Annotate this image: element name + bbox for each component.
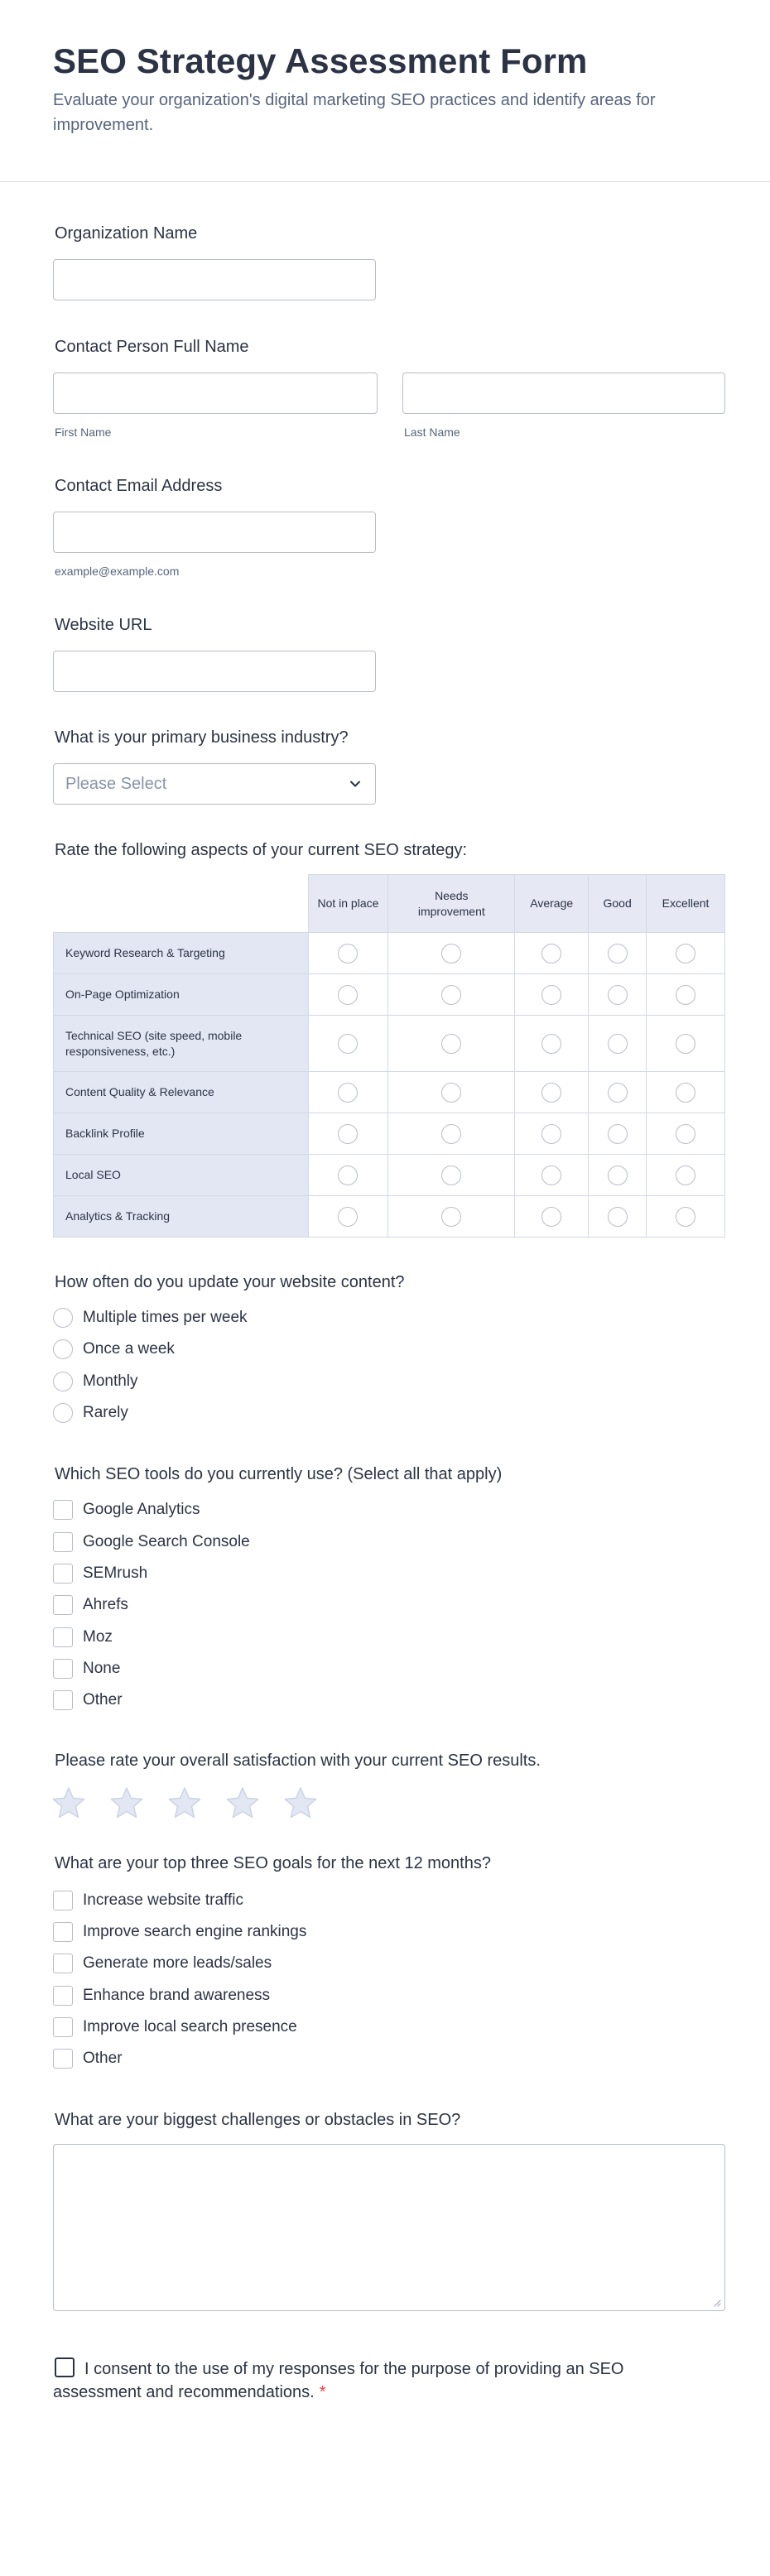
checkbox[interactable] [53,2017,73,2037]
matrix-radio[interactable] [338,985,358,1005]
checkbox[interactable] [53,1627,73,1647]
goals-option[interactable] [53,1984,270,2007]
matrix-row [54,1196,725,1238]
star-icon[interactable] [283,1786,318,1819]
option-label: SEMrush [83,1564,148,1582]
tools-option[interactable] [53,1657,120,1680]
star-icon[interactable] [109,1786,144,1819]
form-subtitle: Evaluate your organization's digital marketing SEO practices and identify areas for improvement. [53,91,656,134]
org-name-label: Organization Name [55,224,198,243]
matrix-radio[interactable] [541,1165,561,1185]
goals-option[interactable] [53,1952,272,1975]
matrix-radio[interactable] [676,1124,695,1144]
challenges-textarea[interactable] [53,2144,725,2311]
form-title: SEO Strategy Assessment Form [53,41,588,80]
tools-option[interactable] [53,1498,200,1521]
update-frequency-option[interactable] [53,1306,248,1329]
matrix-radio[interactable] [541,944,561,964]
email-label: Contact Email Address [55,477,223,495]
matrix-col-header: Not in place [308,875,388,933]
industry-label: What is your primary business industry? [55,728,349,747]
option-label: Generate more leads/sales [83,1954,272,1972]
radio-button[interactable] [53,1372,73,1391]
matrix-radio[interactable] [338,1124,358,1144]
matrix-col-header: Average [515,875,589,933]
matrix-radio[interactable] [608,1165,628,1185]
matrix-radio[interactable] [608,1124,628,1144]
consent-checkbox[interactable] [55,2357,75,2377]
matrix-row [54,1155,725,1196]
matrix-radio[interactable] [608,1207,628,1227]
checkbox[interactable] [53,1532,73,1552]
option-label: Improve local search presence [83,2018,297,2035]
matrix-radio[interactable] [441,1207,461,1227]
tools-option[interactable] [53,1626,113,1649]
matrix-row [54,1016,725,1072]
last-name-input[interactable] [402,372,725,414]
matrix-radio[interactable] [338,944,358,964]
checkbox[interactable] [53,1659,73,1679]
required-mark: * [319,2383,326,2401]
star-rating [51,1786,318,1819]
radio-button[interactable] [53,1403,73,1423]
checkbox[interactable] [53,1500,73,1520]
goals-label: What are your top three SEO goals for the next 12 months? [55,1854,491,1872]
option-label: Other [83,1691,123,1709]
checkbox[interactable] [53,1954,73,1973]
goals-option[interactable] [53,2047,123,2070]
email-sublabel: example@example.com [55,565,180,578]
industry-select[interactable] [53,763,376,805]
update-frequency-label: How often do you update your website content? [55,1273,405,1291]
matrix-row-label: Technical SEO (site speed, mobile responsiveness, etc.) [54,1016,309,1072]
industry-placeholder: Please Select [65,775,167,793]
checkbox[interactable] [53,2049,73,2069]
matrix-col-header: Good [589,875,647,933]
tools-option[interactable] [53,1562,147,1585]
tools-option[interactable] [53,1689,123,1712]
matrix-radio[interactable] [608,1083,628,1103]
resize-handle-icon[interactable] [711,2297,721,2307]
tools-label: Which SEO tools do you currently use? (Select all that apply) [55,1465,503,1483]
option-label: Other [83,2050,123,2067]
matrix-row [54,1072,725,1113]
matrix-radio[interactable] [608,944,628,964]
star-icon[interactable] [225,1786,260,1819]
matrix-radio[interactable] [541,985,561,1005]
matrix-row-label: Local SEO [54,1155,309,1196]
checkbox[interactable] [53,1595,73,1615]
consent-field[interactable] [53,2357,649,2404]
update-frequency-option[interactable] [53,1338,175,1361]
last-name-sublabel: Last Name [404,425,460,439]
matrix-col-header: Excellent [647,875,725,933]
matrix-radio[interactable] [441,985,461,1005]
form-header [0,0,770,182]
update-frequency-option[interactable] [53,1401,128,1425]
checkbox[interactable] [53,1922,73,1942]
option-label: Google Search Console [83,1533,250,1550]
matrix-radio[interactable] [338,1083,358,1103]
goals-option[interactable] [53,1889,243,1912]
option-label: None [83,1660,121,1677]
matrix-label: Rate the following aspects of your current SEO strategy: [55,841,468,859]
option-label: Improve search engine rankings [83,1923,307,1940]
checkbox[interactable] [53,1564,73,1584]
matrix-radio[interactable] [441,1124,461,1144]
rating-matrix [53,874,725,1238]
checkbox[interactable] [53,1690,73,1710]
matrix-radio[interactable] [541,1207,561,1227]
org-name-input[interactable] [53,259,376,300]
matrix-row-label: On-Page Optimization [54,974,309,1016]
checkbox[interactable] [53,1986,73,2006]
challenges-label: What are your biggest challenges or obstacles in SEO? [55,2111,461,2129]
radio-button[interactable] [53,1339,73,1359]
matrix-corner [54,875,309,933]
option-label: Google Analytics [83,1501,200,1518]
checkbox[interactable] [53,1891,73,1910]
contact-name-label: Contact Person Full Name [55,338,249,356]
matrix-radio[interactable] [338,1165,358,1185]
option-label: Rarely [83,1404,128,1421]
matrix-row [54,933,725,974]
matrix-radio[interactable] [676,1165,695,1185]
matrix-radio[interactable] [676,1034,695,1054]
option-label: Increase website traffic [83,1891,243,1909]
website-label: Website URL [55,616,152,634]
matrix-radio[interactable] [441,1165,461,1185]
first-name-sublabel: First Name [55,425,112,439]
matrix-radio[interactable] [441,1034,461,1054]
matrix-radio[interactable] [608,985,628,1005]
chevron-down-icon [347,776,363,792]
option-label: Monthly [83,1372,138,1390]
satisfaction-label: Please rate your overall satisfaction with your current SEO results. [55,1752,541,1770]
email-input[interactable] [53,512,376,553]
option-label: Enhance brand awareness [83,1987,271,2004]
matrix-radio[interactable] [441,1083,461,1103]
matrix-radio[interactable] [441,944,461,964]
option-label: Multiple times per week [83,1309,248,1326]
option-label: Moz [83,1628,113,1646]
matrix-row-label: Analytics & Tracking [54,1196,309,1238]
matrix-radio[interactable] [541,1034,561,1054]
star-icon[interactable] [167,1786,202,1819]
consent-text: I consent to the use of my responses for the purpose of providing an SEO assessment and recommendations. [53,2360,624,2401]
matrix-radio[interactable] [541,1083,561,1103]
matrix-radio[interactable] [676,944,695,964]
update-frequency-option[interactable] [53,1370,138,1393]
matrix-radio[interactable] [608,1034,628,1054]
matrix-radio[interactable] [338,1207,358,1227]
tools-option[interactable] [53,1593,128,1617]
star-icon[interactable] [51,1786,86,1819]
matrix-col-header: Needs improvement [388,875,515,933]
first-name-input[interactable] [53,372,378,414]
matrix-radio[interactable] [676,985,695,1005]
matrix-radio[interactable] [676,1207,695,1227]
matrix-row [54,974,725,1016]
option-label: Ahrefs [83,1596,128,1613]
matrix-radio[interactable] [541,1124,561,1144]
matrix-row-label: Keyword Research & Targeting [54,933,309,974]
website-input[interactable] [53,651,376,692]
tools-option[interactable] [53,1531,250,1554]
matrix-radio[interactable] [338,1034,358,1054]
matrix-radio[interactable] [676,1083,695,1103]
matrix-row [54,1113,725,1155]
goals-option[interactable] [53,1920,306,1944]
matrix-row-label: Content Quality & Relevance [54,1072,309,1113]
matrix-row-label: Backlink Profile [54,1113,309,1155]
radio-button[interactable] [53,1308,73,1328]
goals-option[interactable] [53,2016,297,2039]
option-label: Once a week [83,1340,175,1358]
